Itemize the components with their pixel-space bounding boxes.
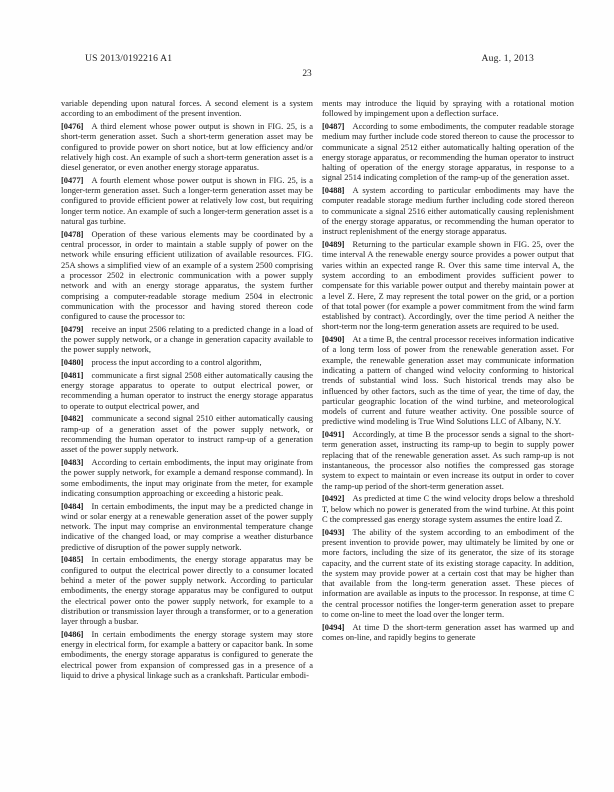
- paragraph-0492: [322, 493, 574, 524]
- paragraph-0480: [61, 357, 313, 367]
- paragraph-0476: [61, 121, 313, 172]
- paragraph-text: In certain embodiments, the input may be a predicted change in wind or solar energy at a renewable generation asset of the power supply network. The input may comprise an environmental temperature change indicative of the changed load, or may comprise a weather disturbance predictive of disruption of the power supply network.: [61, 500, 313, 552]
- paragraph-number: [0482]: [61, 413, 84, 424]
- paragraph-text: A third element whose power output is shown in FIG. 25, is a short-term generation asset. Such a short-term generation asset may be configured to provide power on short notice, but at low efficiency and/or relatively high cost. An example of such a short-term generation asset is a diesel generator, or even another energy storage apparatus.: [61, 120, 313, 173]
- paragraph-number: [0487]: [322, 120, 345, 131]
- patent-publication-number: US 2013/0192216 A1: [85, 53, 173, 64]
- paragraph-0490: [322, 334, 574, 427]
- paragraph-0494: [322, 622, 574, 643]
- paragraph-number: [0478]: [61, 228, 84, 239]
- paragraph-text: A system according to particular embodiments may have the computer readable storage medium further including code stored thereon to communicate a signal 2516 either automatically causing replenishment of the energy storage apparatus, or recommending the human operator to instruct replenishment of the energy storage apparatus.: [322, 185, 574, 237]
- paragraph-number: [0480]: [61, 357, 84, 368]
- paragraph-0482: [61, 413, 313, 454]
- paragraph-number: [0493]: [322, 526, 345, 537]
- paragraph-0484: [61, 501, 313, 552]
- document-body: [61, 98, 574, 680]
- paragraph-text: ments may introduce the liquid by spraying with a rotational motion followed by impingement upon a deflection surface.: [322, 98, 574, 119]
- paragraph-text: Returning to the particular example shown in FIG. 25, over the time interval A the renewable energy source provides a power output that varies within an expected range R. Over this same time interval A, the system according to an embodiment provides sufficient power to compensate for this variable power output and thereby maintain power at a level Z. Here, Z may represent the total power on the grid, or a portion of that total power (for example a power commitment from the wind farm established by contract). Accordingly, over the time period A neither the short-term nor the long-term generation assets are required to be used.: [322, 239, 574, 332]
- paragraph-text: Accordingly, at time B the processor sends a signal to the short-term generation asset, instructing its ramp-up to begin to supply power replacing that of the renewable generation asset. As such ramp-up is not instantaneous, the processor also notifies the compressed gas storage system to expect to maintain or even increase its output in order to cover the ramp-up period of the short-term generation asset.: [322, 429, 574, 491]
- page-header: [85, 53, 534, 64]
- paragraph-continuation: [322, 98, 574, 119]
- paragraph-number: [0483]: [61, 456, 84, 467]
- paragraph-text: A fourth element whose power output is shown in FIG. 25, is a longer-term generation asset. Such a longer-term generation asset may be configured to provide efficient power at relatively low cost, but requiring longer term notice. An example of such a longer-term generation asset is a natural gas turbine.: [61, 174, 313, 227]
- paragraph-text: At time D the short-term generation asset has warmed up and comes on-line, and rapidly begins to generate: [322, 621, 574, 642]
- paragraph-0487: [322, 121, 574, 183]
- paragraph-text: receive an input 2506 relating to a predicted change in a load of the power supply network, or a change in generation capacity available to the power supply network,: [61, 323, 313, 355]
- paragraph-0478: [61, 229, 313, 322]
- paragraph-0486: [61, 629, 313, 680]
- publication-date: Aug. 1, 2013: [481, 53, 534, 64]
- paragraph-text: communicate a first signal 2508 either automatically causing the energy storage apparatus to operate to output electrical power, or recommending a human operator to instruct the energy storage apparatus to operate to output electrical power, and: [61, 369, 313, 411]
- paragraph-text: In certain embodiments the energy storage system may store energy in electrical form, for example a battery or capacitor bank. In some embodiments, the energy storage apparatus is configured to generate the electrical power from expansion of compressed gas in a presence of a liquid to drive a physical linkage such as a crankshaft. Particular embodi-: [61, 628, 313, 681]
- paragraph-number: [0492]: [322, 493, 345, 504]
- paragraph-0491: [322, 429, 574, 491]
- paragraph-continuation: [61, 98, 313, 119]
- page-number: 23: [302, 69, 312, 79]
- paragraph-number: [0488]: [322, 185, 345, 196]
- paragraph-text: Operation of these various elements may be coordinated by a central processor, in order to maintain a stable supply of power on the network while ensuring efficient utilization of available resources. FIG. 25A shows a simplified view of an example of a system 2500 comprising a processor 2502 in electronic communication with a power supply network and with an energy storage apparatus, the system further comprising a computer-readable storage medium 2504 in electronic communication with the processor and having stored thereon code configured to cause the processor to:: [61, 228, 313, 322]
- paragraph-0493: [322, 527, 574, 620]
- paragraph-number: [0479]: [61, 323, 84, 334]
- left-column: [61, 98, 313, 680]
- paragraph-number: [0485]: [61, 554, 84, 565]
- paragraph-0483: [61, 457, 313, 498]
- paragraph-0489: [322, 239, 574, 332]
- paragraph-number: [0486]: [61, 628, 84, 639]
- paragraph-text: As predicted at time C the wind velocity drops below a threshold T, below which no power is generated from the wind turbine. At this point C the compressed gas energy storage system assumes the entire load Z.: [322, 493, 574, 524]
- paragraph-number: [0484]: [61, 500, 84, 511]
- paragraph-text: variable depending upon natural forces. A second element is a system according to an embodiment of the present invention.: [61, 98, 313, 119]
- paragraph-text: According to some embodiments, the computer readable storage medium may further include code stored thereon to cause the processor to communicate a signal 2512 either automatically halting operation of the energy storage apparatus, or recommending the human operator to instruct halting of operation of the energy storage apparatus, in response to a signal 2514 indicating completion of the ramp-up of the generation asset.: [322, 120, 574, 183]
- paragraph-text: The ability of the system according to an embodiment of the present invention to provide power, may ultimately be limited by one or more factors, including the size of its generator, the size of its storage capacity, and the current state of its existing storage capacity. In addition, the system may provide power at a certain cost that may be higher than that available from the long-term generation asset. These pieces of information are available as inputs to the processor. In response, at time C the central processor notifies the longer-term generation asset to prepare to come on-line to meet the load over the longer term.: [322, 526, 574, 619]
- paragraph-number: [0494]: [322, 621, 345, 632]
- paragraph-text: At a time B, the central processor receives information indicative of a long term loss of power from the renewable generation asset. For example, the renewable generation asset may communicate information indicating a pattern of changed wind velocity conforming to historical trends of substantial wind loss. Such historical trends may also be influenced by other factors, such as the time of year, the time of day, the particular geographic location of the wind turbine, and meteorological models of current and future weather activity. One possible source of predictive wind modeling is True Wind Solutions LLC of Albany, N.Y.: [322, 334, 574, 427]
- paragraph-0481: [61, 370, 313, 411]
- paragraph-text: communicate a second signal 2510 either automatically causing ramp-up of a generation asset of the power supply network, or recommending the human operator to instruct ramp-up of a generation asset of the power supply network.: [61, 413, 313, 455]
- right-column: [322, 98, 574, 680]
- paragraph-text: In certain embodiments, the energy storage apparatus may be configured to output the electrical power directly to a consumer located behind a meter of the power supply network. According to particular embodiments, the energy storage apparatus may be configured to output the electrical power onto the power supply network, for example to a distribution or transmission layer through a transformer, or to a generation layer through a busbar.: [61, 554, 313, 627]
- paragraph-number: [0490]: [322, 334, 345, 345]
- paragraph-number: [0476]: [61, 120, 84, 131]
- paragraph-number: [0477]: [61, 174, 84, 185]
- paragraph-0485: [61, 554, 313, 626]
- paragraph-text: process the input according to a control algorithm,: [91, 357, 262, 368]
- paragraph-number: [0489]: [322, 239, 345, 250]
- paragraph-number: [0491]: [322, 429, 345, 440]
- paragraph-text: According to certain embodiments, the input may originate from the power supply network, for example a demand response command). In some embodiments, the input may originate from the meter, for example indicating consumption approaching or exceeding a historic peak.: [61, 456, 313, 498]
- paragraph-0488: [322, 185, 574, 236]
- paragraph-number: [0481]: [61, 369, 84, 380]
- paragraph-0479: [61, 324, 313, 355]
- paragraph-0477: [61, 175, 313, 226]
